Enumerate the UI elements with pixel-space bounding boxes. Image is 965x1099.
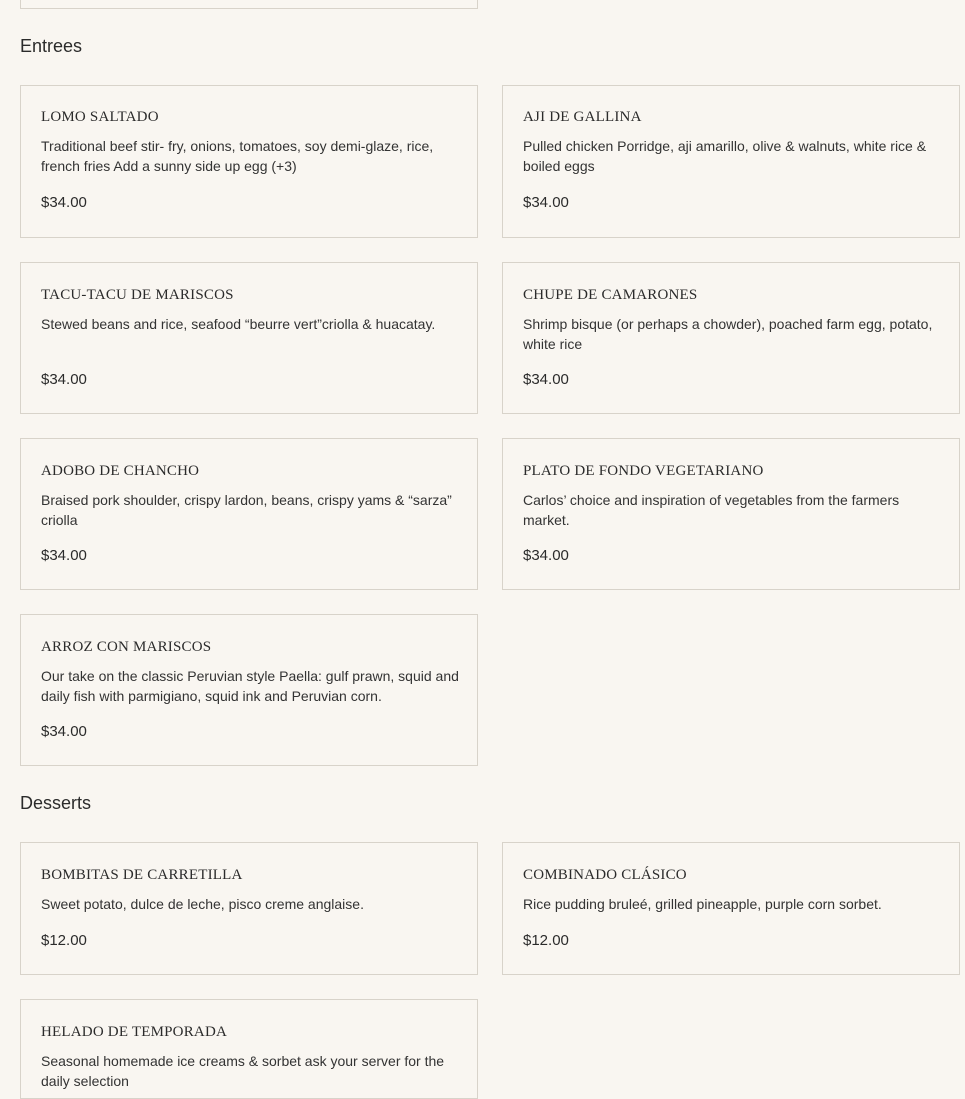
item-description: Traditional beef stir- fry, onions, tomatoes, soy demi-glaze, rice, french fries Add a sunny side up egg (+3) xyxy=(41,138,434,174)
item-description: Shrimp bisque (or perhaps a chowder), poached farm egg, potato, white rice xyxy=(523,316,933,352)
menu-item-card xyxy=(20,85,478,238)
menu-item-card xyxy=(20,842,478,975)
item-description: Braised pork shoulder, crispy lardon, beans, crispy yams & “sarza” criolla xyxy=(41,492,452,528)
section-title-desserts: Desserts xyxy=(20,793,92,813)
item-name: COMBINADO CLÁSICO xyxy=(523,867,687,883)
item-price: $34.00 xyxy=(41,723,87,740)
item-description: Pulled chicken Porridge, aji amarillo, olive & walnuts, white rice & boiled eggs xyxy=(523,138,927,174)
item-name: ADOBO DE CHANCHO xyxy=(41,463,200,479)
menu-item-card xyxy=(20,262,478,414)
item-name: BOMBITAS DE CARRETILLA xyxy=(41,867,243,883)
item-description: Carlos’ choice and inspiration of vegetables from the farmers market. xyxy=(523,492,900,528)
menu-item-card xyxy=(20,438,478,590)
item-price: $12.00 xyxy=(523,932,569,949)
item-description: Seasonal homemade ice creams & sorbet ask your server for the daily selection xyxy=(41,1053,445,1089)
item-name: LOMO SALTADO xyxy=(41,109,159,125)
item-description: Stewed beans and rice, seafood “beurre vert”criolla & huacatay. xyxy=(41,316,436,332)
item-price: $34.00 xyxy=(41,371,87,388)
item-description: Our take on the classic Peruvian style Paella: gulf prawn, squid and daily fish with parmigiano, squid ink and Peruvian corn. xyxy=(41,668,459,704)
item-name: TACU-TACU DE MARISCOS xyxy=(41,287,234,303)
menu-item-card xyxy=(20,614,478,766)
item-description: Rice pudding bruleé, grilled pineapple, purple corn sorbet. xyxy=(523,896,882,912)
section-title-entrees: Entrees xyxy=(20,36,83,56)
item-name: HELADO DE TEMPORADA xyxy=(41,1024,228,1040)
item-price: $34.00 xyxy=(523,194,569,211)
item-name: CHUPE DE CAMARONES xyxy=(523,287,698,303)
menu-item-card xyxy=(502,842,960,975)
menu-item-card xyxy=(502,262,960,414)
item-price: $34.00 xyxy=(41,194,87,211)
item-name: AJI DE GALLINA xyxy=(523,109,642,125)
item-price: $34.00 xyxy=(523,371,569,388)
item-price: $34.00 xyxy=(523,547,569,564)
item-name: ARROZ CON MARISCOS xyxy=(41,639,212,655)
menu-item-card-partial xyxy=(20,0,478,9)
menu-item-card xyxy=(502,85,960,238)
item-price: $12.00 xyxy=(41,932,87,949)
item-price: $34.00 xyxy=(41,547,87,564)
item-description: Sweet potato, dulce de leche, pisco creme anglaise. xyxy=(41,896,364,912)
menu-item-card xyxy=(502,438,960,590)
item-name: PLATO DE FONDO VEGETARIANO xyxy=(523,463,764,479)
menu-item-card xyxy=(20,999,478,1099)
